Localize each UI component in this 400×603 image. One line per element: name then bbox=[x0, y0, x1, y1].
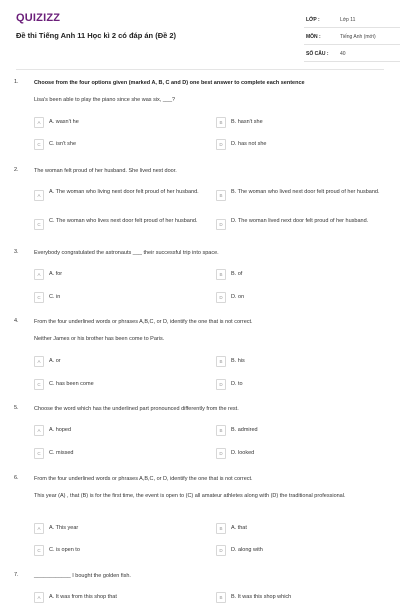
option-text: B. hasn't she bbox=[231, 119, 263, 125]
option-letter-box: C bbox=[34, 545, 44, 556]
option-letter-box: B bbox=[216, 356, 226, 367]
option-letter-box: A bbox=[34, 190, 44, 201]
option-letter-box: B bbox=[216, 190, 226, 201]
option-letter-box: D bbox=[216, 379, 226, 390]
question-prompt: ____________ I bought the golden fish. bbox=[34, 573, 131, 579]
option-text: A. for bbox=[49, 271, 63, 277]
option-letter-box: A bbox=[34, 523, 44, 534]
option-letter-box: B bbox=[216, 425, 226, 436]
option-text: C. has been come bbox=[49, 381, 94, 387]
question-number: 3. bbox=[14, 249, 19, 255]
meta-key: MÔN : bbox=[306, 34, 321, 40]
option-text: A. hoped bbox=[49, 427, 72, 433]
option-letter-box: D bbox=[216, 139, 226, 150]
meta-value: Lớp 11 bbox=[340, 17, 356, 23]
option-letter-box: A bbox=[34, 592, 44, 603]
header-divider bbox=[16, 69, 384, 70]
option-letter-box: D bbox=[216, 448, 226, 459]
option-letter-box: A bbox=[34, 425, 44, 436]
meta-key: SỐ CÂU : bbox=[306, 51, 329, 57]
option-text: C. missed bbox=[49, 450, 74, 456]
option-letter-box: D bbox=[216, 292, 226, 303]
option-text: A. that bbox=[231, 525, 247, 531]
option-letter-box: C bbox=[34, 448, 44, 459]
option-text: D. along with bbox=[231, 547, 263, 553]
question-number: 6. bbox=[14, 475, 19, 481]
option-text: B. of bbox=[231, 271, 243, 277]
option-text: A. or bbox=[49, 358, 61, 364]
option-text: D. to bbox=[231, 381, 243, 387]
option-text: A. This year bbox=[49, 525, 79, 531]
question-prompt: The woman felt proud of her husband. She lived next door. bbox=[34, 168, 177, 174]
option-text: A. wasn't he bbox=[49, 119, 79, 125]
question-number: 5. bbox=[14, 405, 19, 411]
question-number: 1. bbox=[14, 79, 19, 85]
worksheet-title: Đề thi Tiếng Anh 11 Học kì 2 có đáp án (Đề 2) bbox=[16, 31, 177, 40]
question-stem: Neither James or his brother has been come to Paris. bbox=[34, 336, 165, 342]
meta-row-subject bbox=[304, 31, 400, 45]
option-letter-box: A bbox=[34, 117, 44, 128]
option-letter-box: C bbox=[34, 292, 44, 303]
option-text: D. The woman lived next door felt proud of her husband. bbox=[231, 218, 369, 224]
option-letter-box: D bbox=[216, 545, 226, 556]
meta-value: 40 bbox=[340, 51, 346, 57]
option-text: C. in bbox=[49, 294, 61, 300]
option-letter-box: C bbox=[34, 219, 44, 230]
option-letter-box: B bbox=[216, 523, 226, 534]
option-text: D. looked bbox=[231, 450, 255, 456]
meta-row-class bbox=[304, 14, 400, 28]
worksheet-meta bbox=[304, 14, 400, 65]
question-number: 7. bbox=[14, 572, 19, 578]
question-prompt: From the four underlined words or phrases A,B,C, or D, identify the one that is not correct. bbox=[34, 476, 253, 482]
meta-value: Tiếng Anh (mới) bbox=[340, 34, 376, 40]
option-text: B. The woman who lived next door felt proud of her husband. bbox=[231, 189, 380, 195]
question-prompt: From the four underlined words or phrases A,B,C, or D, identify the one that is not correct. bbox=[34, 319, 253, 325]
quizizz-logo: QUIZIZZ bbox=[16, 12, 61, 24]
question-stem: Lisa's been able to play the piano since she was six, ___? bbox=[34, 97, 176, 103]
option-letter-box: A bbox=[34, 356, 44, 367]
option-letter-box: B bbox=[216, 117, 226, 128]
option-letter-box: D bbox=[216, 219, 226, 230]
question-stem: This year (A) , that (B) is for the first time, the event is open to (C) all amateur athletes along with (D) the traditional professional. bbox=[34, 493, 346, 499]
option-letter-box: C bbox=[34, 139, 44, 150]
option-letter-box: B bbox=[216, 269, 226, 280]
question-prompt: Choose from the four options given (marked A, B, C and D) one best answer to complete each sentence bbox=[34, 80, 305, 86]
option-text: D. has not she bbox=[231, 141, 267, 147]
question-number: 4. bbox=[14, 318, 19, 324]
meta-row-count bbox=[304, 48, 400, 62]
option-text: C. is open to bbox=[49, 547, 80, 553]
worksheet-header bbox=[0, 0, 400, 60]
option-letter-box: A bbox=[34, 269, 44, 280]
meta-key: LỚP : bbox=[306, 17, 320, 23]
option-letter-box: B bbox=[216, 592, 226, 603]
option-text: B. It was this shop which bbox=[231, 594, 292, 600]
option-text: B. his bbox=[231, 358, 245, 364]
option-text: A. It was from this shop that bbox=[49, 594, 117, 600]
option-text: D. on bbox=[231, 294, 245, 300]
question-number: 2. bbox=[14, 167, 19, 173]
question-prompt: Everybody congratulated the astronauts ___ their successful trip into space. bbox=[34, 250, 219, 256]
option-text: B. admired bbox=[231, 427, 258, 433]
option-text: C. isn't she bbox=[49, 141, 77, 147]
question-prompt: Choose the word which has the underlined part pronounced differently from the rest. bbox=[34, 406, 239, 412]
option-text: A. The woman who living next door felt proud of her husband. bbox=[49, 189, 199, 195]
option-letter-box: C bbox=[34, 379, 44, 390]
option-text: C. The woman who lives next door felt proud of her husband. bbox=[49, 218, 198, 224]
